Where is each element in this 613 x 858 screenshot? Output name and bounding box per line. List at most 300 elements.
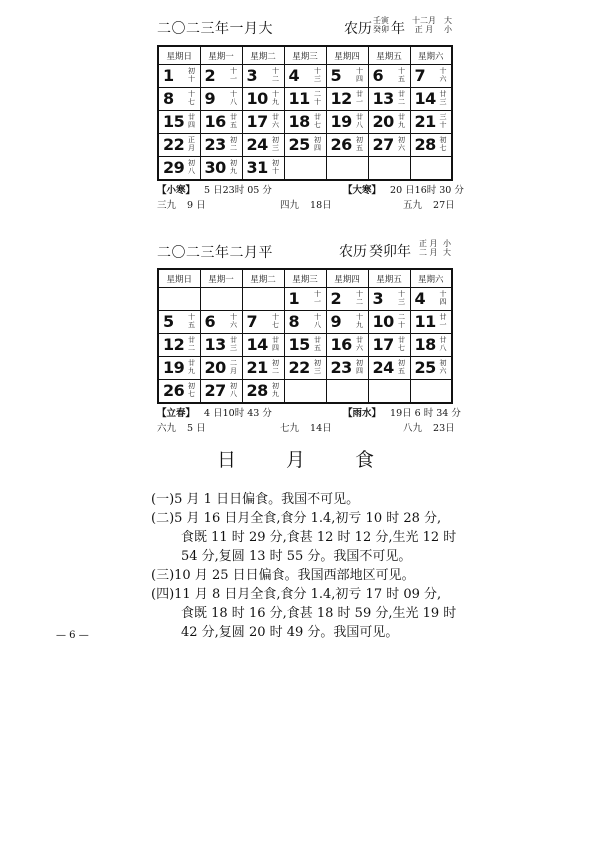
lunar-date: 十一 — [314, 290, 321, 306]
jan-lunar-sizes: 大 小 — [444, 16, 452, 34]
day-cell-content — [411, 357, 452, 379]
day-number: 6 — [372, 66, 384, 85]
day-cell — [410, 311, 452, 334]
eclipse-section-title: 日 月 食 — [216, 449, 397, 471]
lunar-date: 廿八 — [356, 113, 363, 129]
day-number: 18 — [288, 112, 310, 131]
day-cell-content — [285, 311, 326, 333]
day-cell-content — [243, 334, 284, 356]
day-number: 21 — [414, 112, 436, 131]
day-number: 1 — [288, 289, 300, 308]
weekday-tue: 星期二 — [242, 269, 284, 288]
lunar-date: 廿六 — [356, 336, 363, 352]
day-cell-content — [201, 334, 242, 356]
feb-term-2-name: 【雨水】 — [343, 408, 382, 419]
day-cell — [158, 88, 200, 111]
lunar-date: 初八 — [188, 159, 195, 175]
day-cell — [242, 334, 284, 357]
day-number: 13 — [204, 335, 226, 354]
day-cell-content — [327, 88, 368, 110]
day-cell — [410, 357, 452, 380]
day-cell — [326, 334, 368, 357]
day-cell-content — [201, 134, 242, 156]
week-row — [158, 111, 452, 134]
week-row — [158, 157, 452, 181]
day-cell — [200, 311, 242, 334]
lunar-date: 廿四 — [272, 336, 279, 352]
day-cell-content — [369, 311, 410, 333]
lunar-date: 初四 — [314, 136, 321, 152]
lunar-date: 十二 — [356, 290, 363, 306]
feb-lunar-sizes: 小 大 — [443, 239, 451, 257]
day-cell-content — [285, 65, 326, 87]
jan-lunar-header — [344, 14, 456, 40]
day-cell — [284, 65, 326, 88]
day-cell — [242, 380, 284, 404]
empty-day-cell — [200, 288, 242, 311]
day-number: 20 — [204, 358, 226, 377]
lunar-date: 二十 — [398, 313, 405, 329]
empty-day-cell — [326, 380, 368, 404]
eclipse-2-line-3: 54 分,复圆 13 时 55 分。我国不可见。 — [181, 549, 412, 564]
day-cell-content — [327, 65, 368, 87]
weekday-sat: 星期六 — [410, 269, 452, 288]
day-number: 31 — [246, 158, 268, 177]
day-cell-content — [243, 157, 284, 179]
lunar-date: 十二 — [272, 67, 279, 83]
lunar-date: 初八 — [230, 382, 237, 398]
day-cell-content — [285, 288, 326, 310]
feb-term-2 — [343, 405, 461, 419]
day-cell — [326, 88, 368, 111]
feb-calendar-body — [158, 288, 452, 404]
day-cell-content — [243, 380, 284, 402]
day-cell-content — [159, 380, 200, 402]
jan-term-2-time: 20 日16时 30 分 — [390, 185, 464, 196]
day-cell-content — [411, 88, 452, 110]
lunar-date: 初六 — [439, 359, 447, 375]
day-cell-content — [243, 357, 284, 379]
day-cell — [326, 288, 368, 311]
lunar-date: 廿九 — [188, 359, 195, 375]
day-cell-content — [327, 357, 368, 379]
feb-calendar-grid — [157, 268, 453, 404]
day-number: 4 — [288, 66, 300, 85]
day-cell — [158, 380, 200, 404]
weekday-wed: 星期三 — [284, 269, 326, 288]
lunar-date: 十八 — [230, 90, 237, 106]
lunar-date: 十四 — [356, 67, 363, 83]
jan-term-1-name: 【小寒】 — [157, 185, 196, 196]
day-cell — [158, 334, 200, 357]
day-cell — [200, 157, 242, 181]
day-number: 10 — [372, 312, 394, 331]
day-cell-content — [159, 334, 200, 356]
day-cell-content — [369, 357, 410, 379]
day-cell-content — [327, 111, 368, 133]
weekday-thu: 星期四 — [326, 46, 368, 65]
jan-lunar-label: 农历 — [344, 21, 372, 37]
lunar-date: 廿一 — [439, 313, 447, 329]
day-cell-content — [159, 157, 200, 179]
lunar-date: 廿五 — [230, 113, 237, 129]
day-cell-content — [327, 334, 368, 356]
lunar-date: 十七 — [188, 90, 195, 106]
day-cell — [368, 311, 410, 334]
day-cell — [158, 65, 200, 88]
lunar-date: 十三 — [314, 67, 321, 83]
day-number: 17 — [372, 335, 394, 354]
weekday-wed: 星期三 — [284, 46, 326, 65]
day-number: 13 — [372, 89, 394, 108]
day-cell-content — [159, 65, 200, 87]
day-number: 16 — [330, 335, 352, 354]
jan-lunar-months: 十二月 正 月 — [412, 16, 436, 34]
jan-title: 二〇二三年一月大 — [157, 21, 273, 37]
day-number: 14 — [414, 89, 436, 108]
day-cell — [368, 65, 410, 88]
feb-lunar-header — [339, 237, 455, 263]
empty-day-cell — [326, 157, 368, 181]
eclipse-2-line-2: 食既 11 时 29 分,食甚 12 时 12 分,生光 12 时 — [181, 530, 457, 545]
feb-term-2-time: 19日 6 时 34 分 — [390, 408, 461, 419]
lunar-date: 初二 — [230, 136, 237, 152]
lunar-date: 廿八 — [439, 336, 447, 352]
day-number: 9 — [204, 89, 216, 108]
empty-day-cell — [242, 288, 284, 311]
eclipse-4-line-3: 42 分,复圆 20 时 49 分。我国可见。 — [181, 625, 399, 640]
day-cell — [200, 88, 242, 111]
page-number: — 6 — — [56, 630, 89, 641]
lunar-date: 十一 — [230, 67, 237, 83]
day-cell — [410, 65, 452, 88]
day-cell-content — [201, 380, 242, 402]
day-cell-content — [201, 111, 242, 133]
day-cell — [158, 111, 200, 134]
day-cell-content — [201, 311, 242, 333]
day-cell — [410, 334, 452, 357]
lunar-date: 廿七 — [314, 113, 321, 129]
feb-nine-1: 六九 5 日 — [157, 423, 206, 434]
day-cell-content — [159, 311, 200, 333]
day-number: 6 — [204, 312, 216, 331]
day-number: 14 — [246, 335, 268, 354]
lunar-date: 廿二 — [398, 90, 405, 106]
weekday-mon: 星期一 — [200, 46, 242, 65]
day-number: 22 — [163, 135, 185, 154]
day-cell — [284, 288, 326, 311]
day-number: 15 — [163, 112, 185, 131]
day-cell-content — [369, 288, 410, 310]
day-number: 27 — [372, 135, 394, 154]
feb-lunar-label: 农历 — [339, 244, 367, 260]
day-cell — [410, 111, 452, 134]
lunar-date: 廿五 — [314, 336, 321, 352]
lunar-date: 初三 — [272, 136, 279, 152]
day-cell-content — [369, 111, 410, 133]
eclipse-4-line-1: (四)11 月 8 日月全食,食分 1.4,初亏 17 时 09 分, — [151, 587, 442, 602]
day-number: 25 — [414, 358, 436, 377]
weekday-tue: 星期二 — [242, 46, 284, 65]
week-row — [158, 380, 452, 404]
day-number: 9 — [330, 312, 342, 331]
day-cell-content — [285, 357, 326, 379]
day-cell — [242, 134, 284, 157]
lunar-date: 三十 — [439, 113, 447, 129]
lunar-date: 十五 — [188, 313, 195, 329]
lunar-date: 初九 — [230, 159, 237, 175]
lunar-date: 十七 — [272, 313, 279, 329]
day-cell-content — [411, 111, 452, 133]
weekday-header-row — [158, 46, 452, 65]
jan-calendar-body — [158, 65, 452, 181]
lunar-date: 廿九 — [398, 113, 405, 129]
lunar-date: 初五 — [356, 136, 363, 152]
day-cell — [410, 88, 452, 111]
day-cell — [326, 65, 368, 88]
day-cell — [158, 357, 200, 380]
day-cell-content — [201, 357, 242, 379]
jan-nine-2: 四九 18日 — [280, 200, 332, 211]
weekday-sun: 星期日 — [158, 269, 200, 288]
day-number: 11 — [288, 89, 310, 108]
day-cell — [200, 334, 242, 357]
jan-nine-3: 五九 27日 — [403, 200, 455, 211]
day-cell — [200, 111, 242, 134]
feb-term-1-name: 【立春】 — [157, 408, 196, 419]
day-cell-content — [243, 134, 284, 156]
day-cell — [284, 311, 326, 334]
feb-term-1-time: 4 日10时 43 分 — [204, 408, 272, 419]
lunar-date: 初二 — [272, 359, 279, 375]
lunar-date: 二月 — [230, 359, 237, 375]
jan-term-1-time: 5 日23时 05 分 — [204, 185, 272, 196]
day-number: 22 — [288, 358, 310, 377]
feb-lunar-year: 癸卯 — [369, 244, 397, 260]
day-number: 2 — [330, 289, 342, 308]
day-cell-content — [159, 134, 200, 156]
day-number: 10 — [246, 89, 268, 108]
day-cell — [368, 357, 410, 380]
jan-calendar-grid — [157, 45, 453, 181]
jan-term-1 — [157, 182, 272, 196]
day-cell — [242, 88, 284, 111]
day-number: 3 — [372, 289, 384, 308]
lunar-date: 廿二 — [188, 336, 195, 352]
lunar-date: 十八 — [314, 313, 321, 329]
day-cell-content — [243, 311, 284, 333]
day-cell-content — [411, 311, 452, 333]
lunar-date: 十五 — [398, 67, 405, 83]
day-number: 26 — [330, 135, 352, 154]
lunar-date: 廿三 — [439, 90, 447, 106]
eclipse-2-line-1: (二)5 月 16 日月全食,食分 1.4,初亏 10 时 28 分, — [151, 511, 442, 526]
day-cell-content — [411, 334, 452, 356]
day-number: 23 — [330, 358, 352, 377]
weekday-header-row — [158, 269, 452, 288]
day-cell — [410, 288, 452, 311]
lunar-date: 初十 — [272, 159, 279, 175]
day-number: 28 — [414, 135, 436, 154]
day-cell-content — [285, 111, 326, 133]
day-number: 4 — [414, 289, 426, 308]
lunar-date: 初七 — [439, 136, 447, 152]
weekday-fri: 星期五 — [368, 46, 410, 65]
week-row — [158, 88, 452, 111]
empty-day-cell — [410, 380, 452, 404]
day-number: 8 — [163, 89, 174, 108]
day-number: 27 — [204, 381, 226, 400]
eclipse-1-line-1: (一)5 月 1 日日偏食。我国不可见。 — [151, 492, 360, 507]
lunar-date: 廿六 — [272, 113, 279, 129]
week-row — [158, 357, 452, 380]
lunar-date: 廿一 — [356, 90, 363, 106]
day-cell-content — [159, 357, 200, 379]
feb-title: 二〇二三年二月平 — [157, 245, 273, 261]
lunar-date: 初六 — [398, 136, 405, 152]
empty-day-cell — [368, 380, 410, 404]
day-cell — [326, 134, 368, 157]
lunar-date: 廿七 — [398, 336, 405, 352]
day-number: 18 — [414, 335, 436, 354]
lunar-date: 十九 — [272, 90, 279, 106]
day-cell — [284, 134, 326, 157]
week-row — [158, 311, 452, 334]
lunar-date: 初九 — [272, 382, 279, 398]
day-number: 19 — [163, 358, 185, 377]
day-cell-content — [285, 334, 326, 356]
lunar-date: 初三 — [314, 359, 321, 375]
day-number: 30 — [204, 158, 226, 177]
day-cell — [326, 357, 368, 380]
feb-term-1 — [157, 405, 272, 419]
jan-lunar-year-suffix: 年 — [391, 21, 405, 37]
day-cell — [284, 357, 326, 380]
day-cell-content — [201, 88, 242, 110]
lunar-date: 初四 — [356, 359, 363, 375]
lunar-date: 十六 — [230, 313, 237, 329]
weekday-fri: 星期五 — [368, 269, 410, 288]
day-cell-content — [369, 334, 410, 356]
day-number: 2 — [204, 66, 216, 85]
jan-term-2 — [343, 182, 464, 196]
day-number: 12 — [330, 89, 352, 108]
jan-lunar-years: 壬寅 癸卯 — [373, 16, 389, 34]
eclipse-4-line-2: 食既 18 时 16 分,食甚 18 时 59 分,生光 19 时 — [181, 606, 457, 621]
day-number: 8 — [288, 312, 300, 331]
day-number: 7 — [414, 66, 426, 85]
day-cell-content — [369, 134, 410, 156]
day-number: 12 — [163, 335, 185, 354]
week-row — [158, 288, 452, 311]
day-cell-content — [327, 288, 368, 310]
jan-term-2-name: 【大寒】 — [343, 185, 382, 196]
week-row — [158, 334, 452, 357]
day-cell — [410, 134, 452, 157]
day-cell — [368, 288, 410, 311]
day-cell — [326, 311, 368, 334]
day-cell — [242, 157, 284, 181]
day-cell — [284, 111, 326, 134]
day-cell-content — [285, 134, 326, 156]
day-cell-content — [243, 111, 284, 133]
weekday-sun: 星期日 — [158, 46, 200, 65]
day-cell-content — [201, 65, 242, 87]
day-cell — [326, 111, 368, 134]
empty-day-cell — [284, 380, 326, 404]
weekday-sat: 星期六 — [410, 46, 452, 65]
feb-lunar-year-suffix: 年 — [397, 244, 411, 260]
lunar-date: 初七 — [188, 382, 195, 398]
day-cell — [200, 134, 242, 157]
lunar-date: 廿三 — [230, 336, 237, 352]
day-cell — [158, 311, 200, 334]
day-cell — [242, 111, 284, 134]
lunar-date: 十三 — [398, 290, 405, 306]
day-cell — [368, 111, 410, 134]
day-cell-content — [369, 65, 410, 87]
day-cell-content — [327, 134, 368, 156]
lunar-date: 初五 — [398, 359, 405, 375]
day-number: 3 — [246, 66, 258, 85]
day-cell — [242, 357, 284, 380]
day-number: 24 — [372, 358, 394, 377]
day-number: 26 — [163, 381, 185, 400]
day-cell — [158, 134, 200, 157]
jan-nine-1: 三九 9 日 — [157, 200, 206, 211]
day-number: 24 — [246, 135, 268, 154]
day-cell-content — [327, 311, 368, 333]
day-cell — [242, 311, 284, 334]
day-number: 7 — [246, 312, 258, 331]
day-number: 17 — [246, 112, 268, 131]
day-cell — [200, 65, 242, 88]
day-cell — [200, 380, 242, 404]
feb-nine-3: 八九 23日 — [403, 423, 455, 434]
day-cell — [158, 157, 200, 181]
day-cell-content — [243, 65, 284, 87]
lunar-date: 二十 — [314, 90, 321, 106]
day-number: 16 — [204, 112, 226, 131]
empty-day-cell — [368, 157, 410, 181]
day-cell-content — [201, 157, 242, 179]
empty-day-cell — [410, 157, 452, 181]
day-number: 20 — [372, 112, 394, 131]
day-number: 21 — [246, 358, 268, 377]
day-cell-content — [369, 88, 410, 110]
lunar-date: 十九 — [356, 313, 363, 329]
feb-nine-2: 七九 14日 — [280, 423, 332, 434]
day-number: 19 — [330, 112, 352, 131]
day-cell — [368, 88, 410, 111]
day-cell — [368, 334, 410, 357]
day-cell-content — [411, 65, 452, 87]
day-number: 23 — [204, 135, 226, 154]
day-number: 11 — [414, 312, 436, 331]
day-cell-content — [243, 88, 284, 110]
day-cell-content — [411, 288, 452, 310]
day-cell — [284, 334, 326, 357]
day-cell-content — [411, 134, 452, 156]
weekday-mon: 星期一 — [200, 269, 242, 288]
lunar-date: 十六 — [439, 67, 447, 83]
weekday-thu: 星期四 — [326, 269, 368, 288]
lunar-date: 廿四 — [188, 113, 195, 129]
empty-day-cell — [284, 157, 326, 181]
day-cell — [284, 88, 326, 111]
feb-lunar-months: 正 月 二 月 — [419, 239, 438, 257]
eclipse-3-line-1: (三)10 月 25 日日偏食。我国西部地区可见。 — [151, 568, 415, 583]
